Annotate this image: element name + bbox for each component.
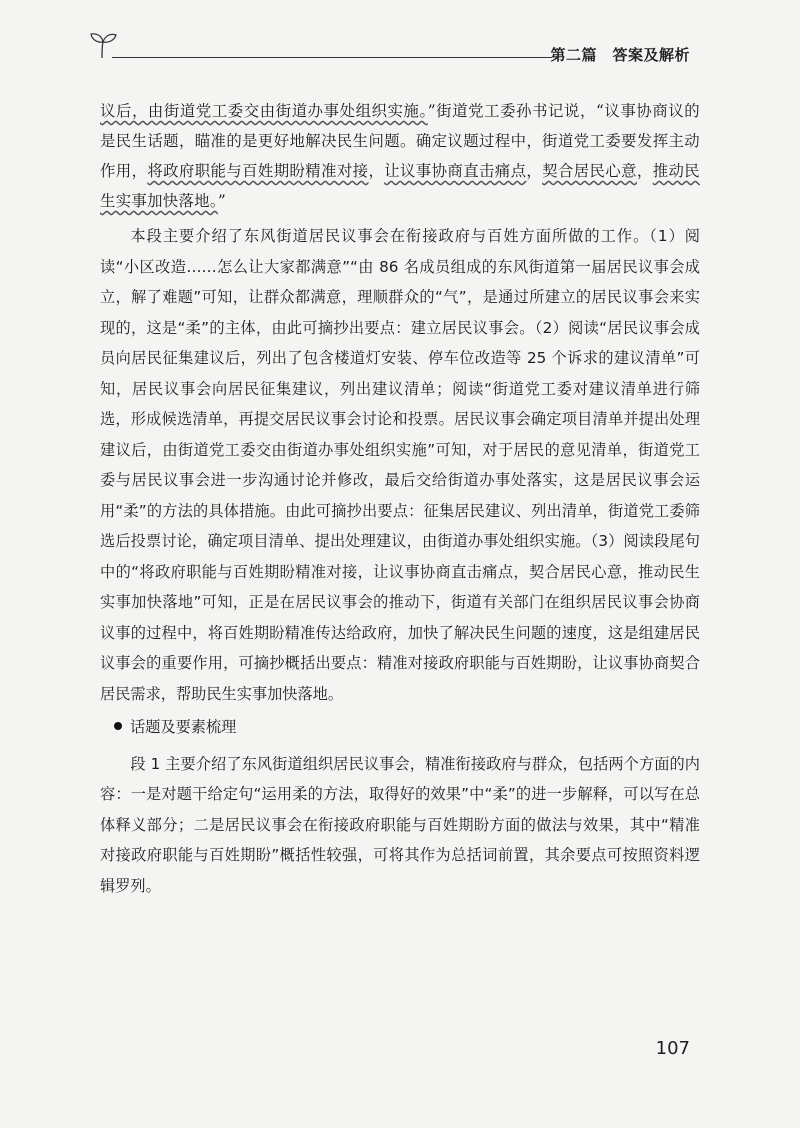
quote-segment: ”	[217, 192, 226, 210]
quote-segment: ，	[368, 162, 385, 180]
analysis-paragraph: 本段主要介绍了东风街道居民议事会在衔接政府与百姓方面所做的工作。（1）阅读“小区改造……怎么让大家都满意”“由 86 名成员组成的东风街道第一届居民议事会成立，解了难题”可知，让群众都满意，理顺群众的“气”，是通过所建立的居民议事会来实现的，这是“柔”的主体，由此可摘抄出要点：建立居民议事会。（2）阅读“居民议事会成员向居民征集建议后，列出了包含楼道灯安装、停车位改造等 25 个诉求的建议清单”可知，居民议事会向居民征集建议，列出建议清单；阅读“街道党工委对建议清单进行筛选，形成候选清单，再提交居民议事会讨论和投票。居民议事会确定项目清单并提出处理建议后，由街道党工委交由街道办事处组织实施”可知，对于居民的意见清单，街道党工委与居民议事会进一步沟通讨论并修改，最后交给街道办事处落实，这是居民议事会运用“柔”的方法的具体措施。由此可摘抄出要点：征集居民建议、列出清单，街道党工委筛选后投票讨论，确定项目清单、提出处理建议，由街道办事处组织实施。（3）阅读段尾句中的“将政府职能与百姓期盼精准对接，让议事协商直击痛点，契合居民心意，推动民生实事加快落地”可知，正是在居民议事会的推动下，街道有关部门在组织居民议事会协商议事的过程中，将百姓期盼精准传达给政府，加快了解决民生问题的速度，这是组建居民议事会的重要作用，可摘抄概括出要点：精准对接政府职能与百姓期盼，让议事协商契合居民需求，帮助民生实事加快落地。	[100, 227, 700, 703]
quote-segment: 契合居民心意	[542, 162, 637, 180]
quote-segment: ，	[636, 162, 653, 180]
quote-segment: 议后，由街道党工委交由街道办事处组织实施。	[100, 102, 428, 120]
quote-segment: 将政府职能与百姓期盼精准对接	[147, 162, 369, 180]
page-content	[100, 96, 700, 901]
header-rule	[112, 57, 552, 58]
section-paragraph: 段 1 主要介绍了东风街道组织居民议事会，精准衔接政府与群众，包括两个方面的内容：一是对题干给定句“运用柔的方法，取得好的效果”中“柔”的进一步解释，可以写在总体释义部分；二是居民议事会在衔接政府职能与百姓期盼方面的做法与效果，其中“精准对接政府职能与百姓期盼”概括性较强，可将其作为总括词前置，其余要点可按照资料逻辑罗列。	[100, 754, 700, 895]
section-heading-text: 话题及要素梳理	[130, 718, 237, 736]
quote-segment: 推动民生实事加快落地。	[100, 162, 700, 210]
quote-segment: ”街道党工委孙书记说，“议事协商议的是民生话题，瞄准的是更好地解决民生问题。确定议题过程中，街道党工委要发挥主动作用，	[100, 102, 700, 180]
quote-segment: 让议事协商直击痛点	[384, 162, 527, 180]
bullet-dot-icon	[114, 722, 122, 730]
header-title: 第二篇 答案及解析	[550, 46, 690, 64]
section-heading	[100, 712, 700, 743]
quoted-passage	[100, 96, 700, 216]
sprout-icon	[90, 30, 118, 64]
page-header	[90, 30, 690, 70]
page-number: 107	[655, 1038, 690, 1059]
quote-segment: ，	[526, 162, 543, 180]
